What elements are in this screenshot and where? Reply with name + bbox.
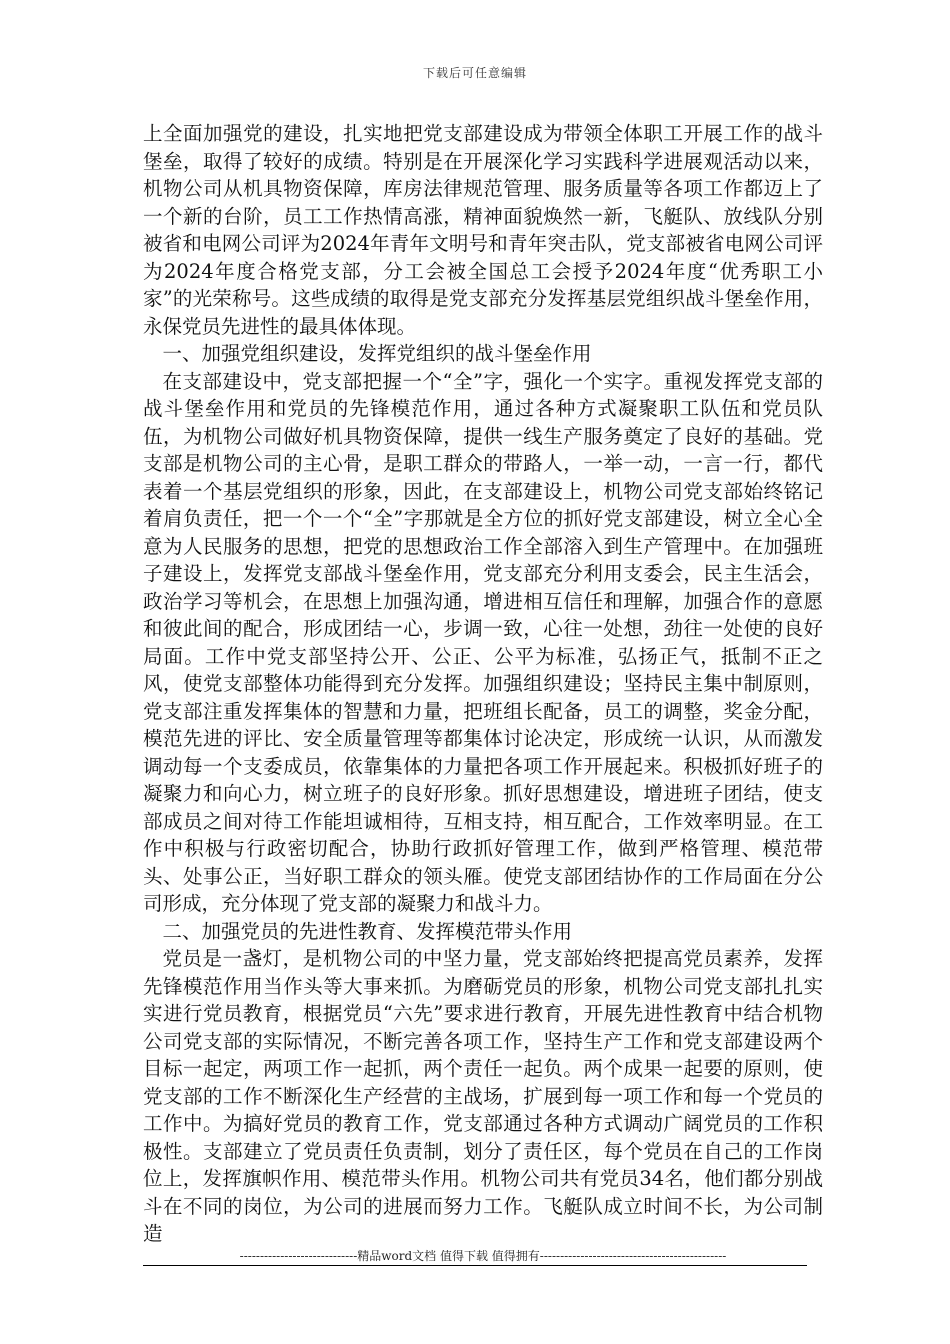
page-footer: -----------------------------精品word文档 值得下载 值得拥有----------------------------------------------	[239, 1249, 727, 1263]
section-heading-1: 一、加强党组织建设，发挥党组织的战斗堡垒作用	[162, 342, 592, 365]
body-paragraph-2: 在支部建设中，党支部把握一个“全”字，强化一个实字。重视发挥党支部的战斗堡垒作用和党员的先锋模范作用，通过各种方式凝聚职工队伍和党员队伍，为机物公司做好机具物资保障，提供一线生产服务奠定了良好的基础。党支部是机物公司的主心骨，是职工群众的带路人，一举一动，一言一行，都代表着一个基层党组织的形象，因此，在支部建设上，机物公司党支部始终铭记着肩负责任，把一个一个“全”字那就是全方位的抓好党支部建设，树立全心全意为人民服务的思想，把党的思想政治工作全部溶入到生产管理中。在加强班子建设上，发挥党支部战斗堡垒作用，党支部充分利用支委会，民主生活会，政治学习等机会，在思想上加强沟通，增进相互信任和理解，加强合作的意愿和彼此间的配合，形成团结一心，步调一致，心往一处想，劲往一处使的良好局面。工作中党支部坚持公开、公正、公平为标准，弘扬正气，抵制不正之风，使党支部整体功能得到充分发挥。加强组织建设；坚持民主集中制原则，党支部注重发挥集体的智慧和力量，把班组长配备，员工的调整，奖金分配，模范先进的评比、安全质量管理等都集体讨论决定，形成统一认识，从而激发调动每一个支委成员，依靠集体的力量把各项工作开展起来。积极抓好班子的凝聚力和向心力，树立班子的良好形象。抓好思想建设，增进班子团结，使支部成员之间对待工作能坦诚相待，互相支持，相互配合，工作效率明显。在工作中积极与行政密切配合，协助行政抓好管理工作，做到严格管理、模范带头、处事公正，当好职工群众的领头雁。使党支部团结协作的工作局面在分公司形成，充分体现了党支部的凝聚力和战斗力。	[143, 369, 823, 915]
body-paragraph-1: 上全面加强党的建设，扎实地把党支部建设成为带领全体职工开展工作的战斗堡垒，取得了较好的成绩。特别是在开展深化学习实践科学进展观活动以来，机物公司从机具物资保障，库房法律规范管理、服务质量等各项工作都迈上了一个新的台阶，员工工作热情高涨，精神面貌焕然一新，飞艇队、放线队分别被省和电网公司评为2024年青年文明号和青年突击队，党支部被省电网公司评为2024年度合格党支部，分工会被全国总工会授予2024年度“优秀职工小家”的光荣称号。这些成绩的取得是党支部充分发挥基层党组织战斗堡垒作用，永保党员先进性的最具体体现。	[143, 122, 823, 338]
document-body	[143, 120, 823, 1248]
page-header: 下载后可任意编辑	[422, 66, 527, 80]
section-heading-2: 二、加强党员的先进性教育、发挥模范带头作用	[162, 919, 573, 943]
footer-divider	[143, 1265, 807, 1266]
body-paragraph-3: 党员是一盏灯，是机物公司的中坚力量，党支部始终把提高党员素养，发挥先锋模范作用当作头等大事来抓。为磨砺党员的形象，机物公司党支部扎扎实实进行党员教育，根据党员“六先”要求进行教育，开展先进性教育中结合机物公司党支部的实际情况，不断完善各项工作，坚持生产工作和党支部建设两个目标一起定，两项工作一起抓，两个责任一起负。两个成果一起要的原则，使党支部的工作不断深化生产经营的主战场，扩展到每一项工作和每一个党员的工作中。为搞好党员的教育工作，党支部通过各种方式调动广阔党员的工作积极性。支部建立了党员责任负责制，划分了责任区，每个党员在自己的工作岗位上，发挥旗帜作用、模范带头作用。机物公司共有党员34名，他们都分别战斗在不同的岗位，为公司的进展而努力工作。飞艇队成立时间不长，为公司制造	[143, 947, 823, 1245]
